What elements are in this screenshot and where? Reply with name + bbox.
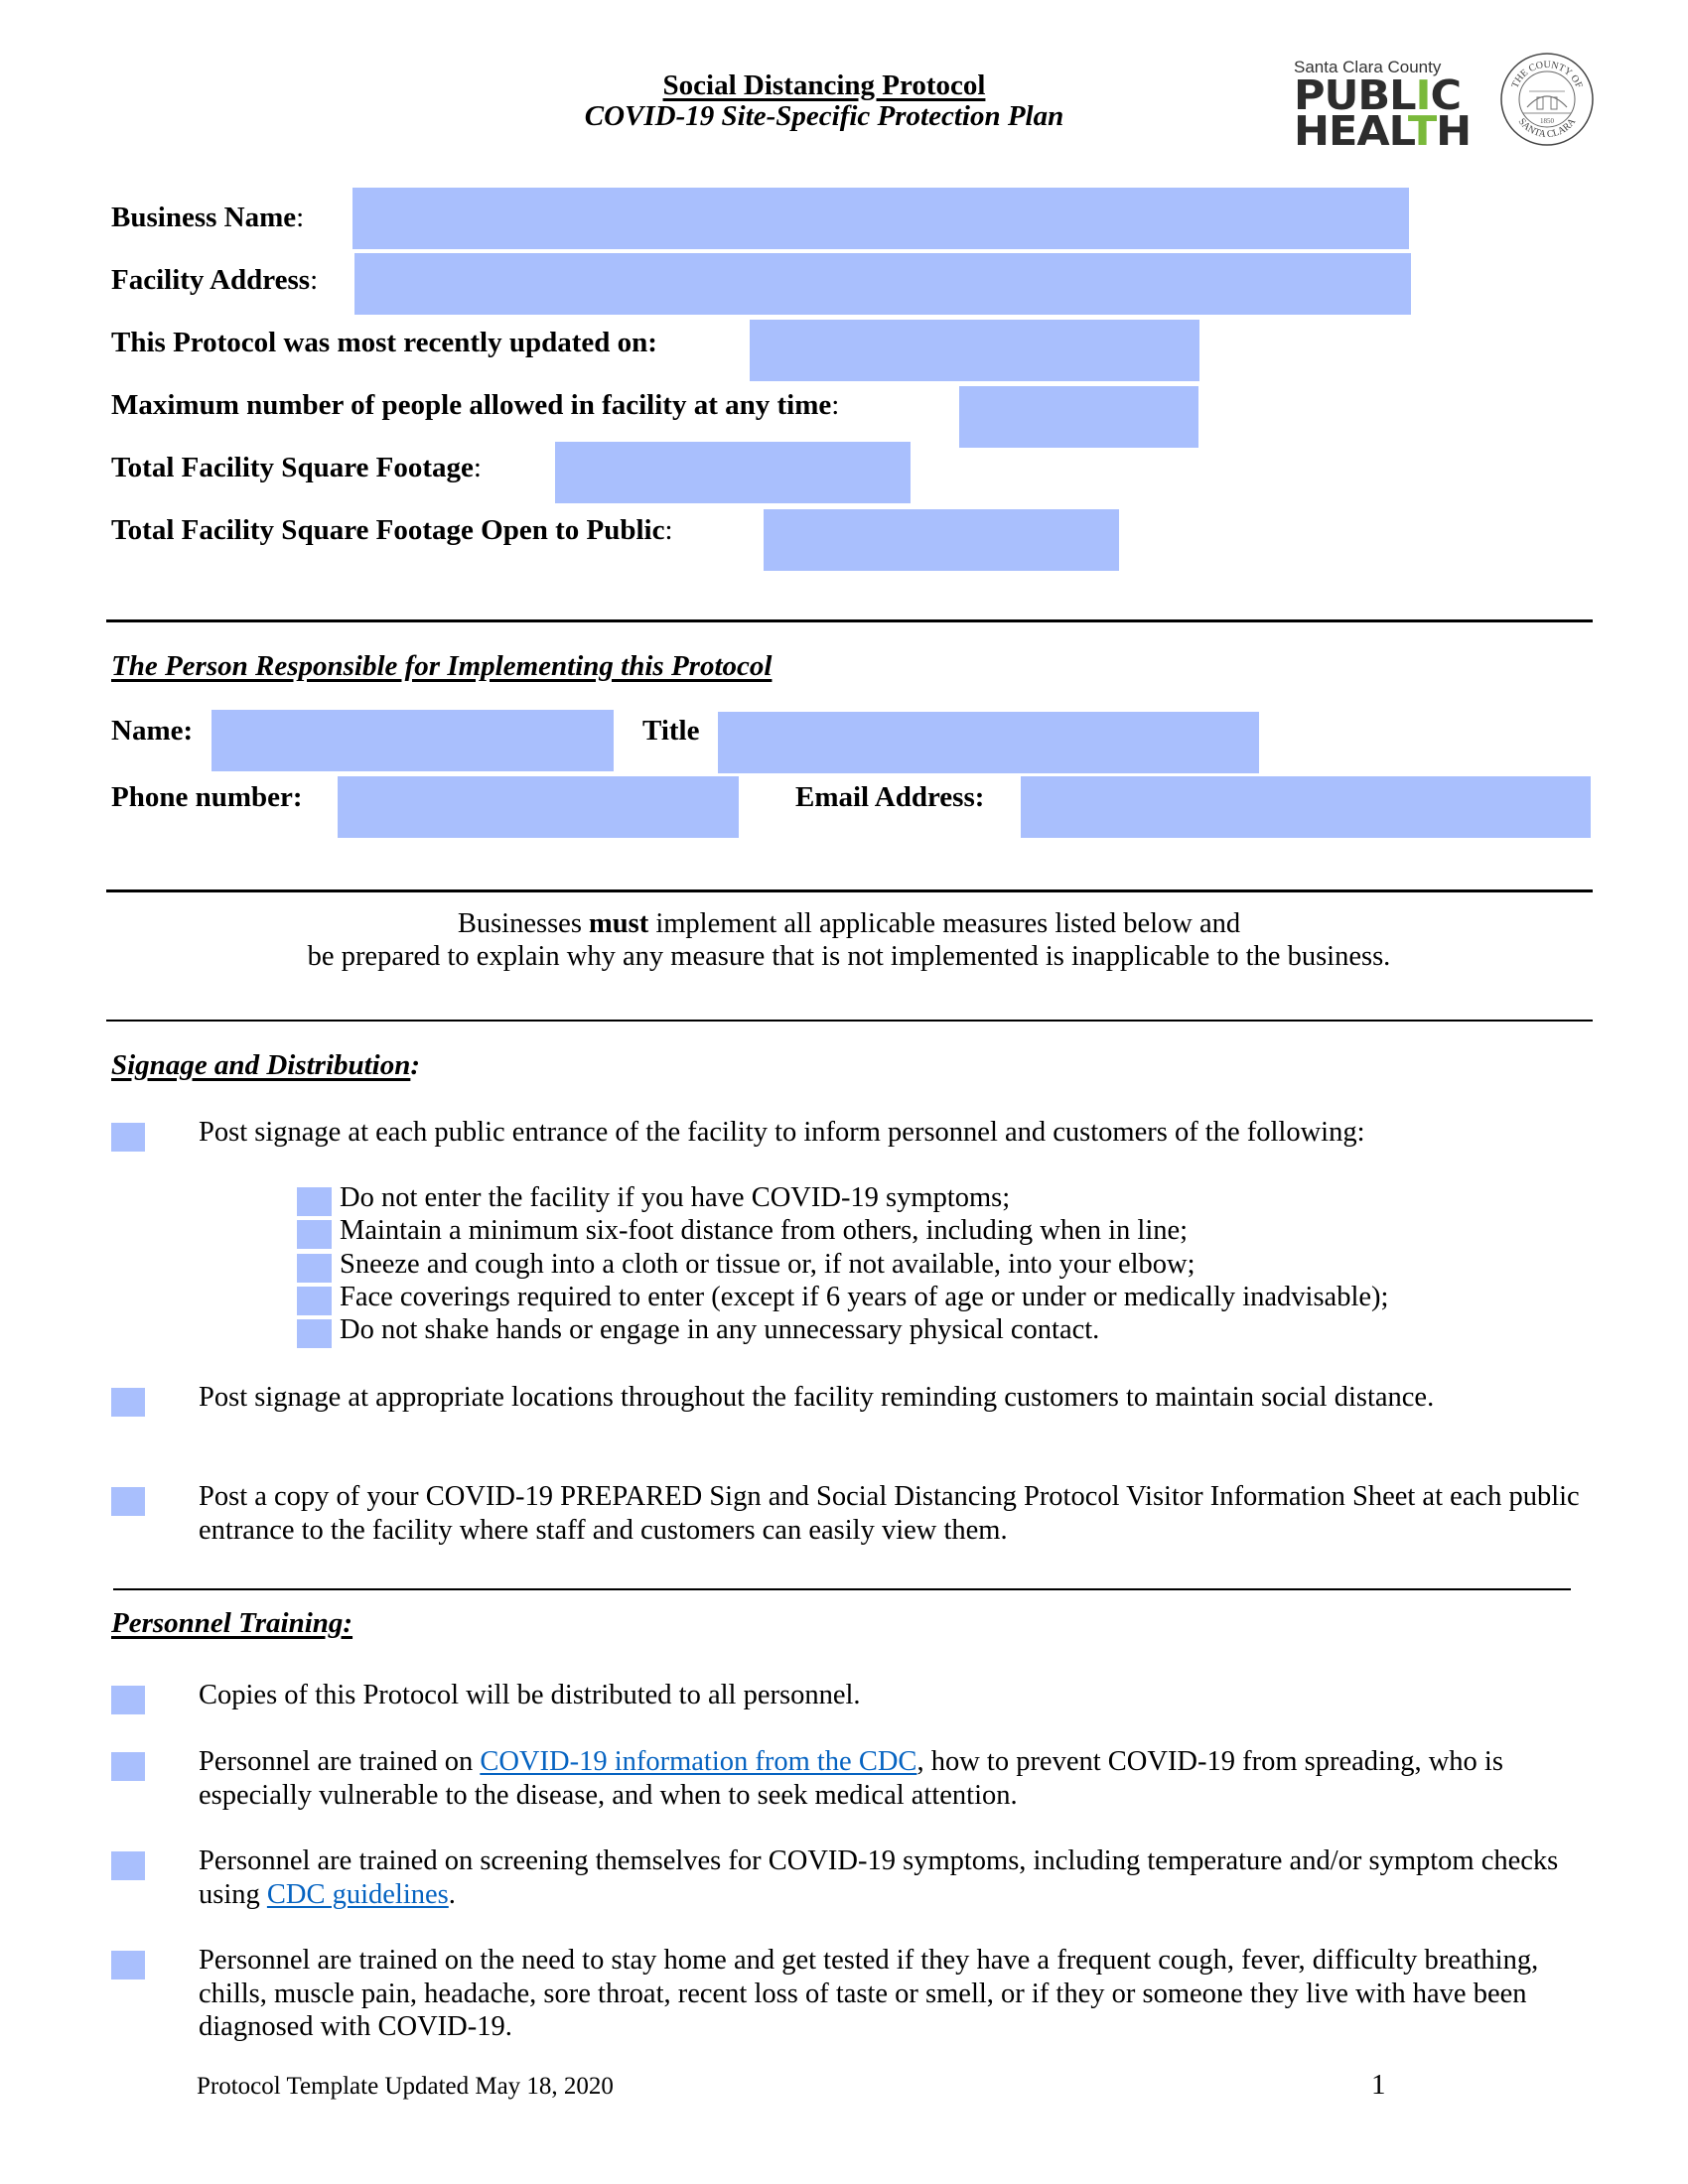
county-seal xyxy=(1499,52,1595,147)
sub-item-1: Do not enter the facility if you have COVID-19 symptoms; xyxy=(340,1182,1011,1213)
phone-label: Phone number: xyxy=(111,781,303,813)
phone-field[interactable] xyxy=(338,776,739,838)
updated-on-label: This Protocol was most recently updated on: xyxy=(111,327,657,358)
business-name-field[interactable] xyxy=(352,188,1409,249)
svg-text:SANTA CLARA: SANTA CLARA xyxy=(1515,116,1579,141)
total-sqft-field[interactable] xyxy=(555,442,911,503)
training-checkbox-4[interactable] xyxy=(111,1951,145,1979)
cdc-info-link[interactable]: COVID-19 information from the CDC xyxy=(480,1746,917,1777)
notice-line-1: Businesses must implement all applicable measures listed below and xyxy=(457,908,1241,939)
name-label: Name: xyxy=(111,715,194,747)
max-people-label: Maximum number of people allowed in facility at any time: xyxy=(111,389,840,421)
sub-item-checkbox-5[interactable] xyxy=(297,1319,332,1348)
public-sqft-label: Total Facility Square Footage Open to Public: xyxy=(111,514,673,546)
page-number: 1 xyxy=(1371,2069,1386,2101)
facility-address-label: Facility Address: xyxy=(111,264,319,296)
sub-item-checkbox-3[interactable] xyxy=(297,1254,332,1283)
public-health-logo xyxy=(1294,58,1472,155)
max-people-field[interactable] xyxy=(959,386,1198,448)
training-item-4: Personnel are trained on the need to stay home and get tested if they have a frequent cough, fever, difficulty breathing, chills, muscle pain, headache, sore throat, recent loss of taste or smell, or if they or someone they live with have been diagnosed with COVID-19. xyxy=(199,1945,1539,2042)
section-divider xyxy=(106,889,1593,892)
sub-item-checkbox-2[interactable] xyxy=(297,1220,332,1249)
signage-checkbox-1[interactable] xyxy=(111,1123,145,1152)
logo-line-health: HEALTH xyxy=(1294,107,1472,155)
updated-on-field[interactable] xyxy=(750,320,1199,381)
notice-line-2: be prepared to explain why any measure that is not implemented is inapplicable to the business. xyxy=(307,941,1391,972)
training-item-2: Personnel are trained on COVID-19 information from the CDC, how to prevent COVID-19 from spreading, who is especially vulnerable to the disease, and when to seek medical attention. xyxy=(199,1746,1503,1811)
section-divider xyxy=(106,1020,1593,1022)
name-field[interactable] xyxy=(211,710,614,771)
business-name-label: Business Name: xyxy=(111,202,305,233)
signage-heading: Signage and Distribution: xyxy=(111,1049,421,1081)
public-sqft-field[interactable] xyxy=(764,509,1119,571)
responsible-person-heading: The Person Responsible for Implementing this Protocol xyxy=(111,650,773,682)
facility-address-field[interactable] xyxy=(354,253,1411,315)
footer-template-date: Protocol Template Updated May 18, 2020 xyxy=(197,2073,614,2100)
signage-item-1: Post signage at each public entrance of the facility to inform personnel and customers of the following: xyxy=(199,1117,1365,1148)
document-title: Social Distancing Protocol xyxy=(662,69,986,101)
signage-item-3: Post a copy of your COVID-19 PREPARED Sign and Social Distancing Protocol Visitor Information Sheet at each public entrance to the facility where staff and customers can easily view them. xyxy=(199,1481,1580,1546)
cdc-guidelines-link[interactable]: CDC guidelines xyxy=(266,1878,449,1910)
sub-item-checkbox-4[interactable] xyxy=(297,1287,332,1315)
email-field[interactable] xyxy=(1021,776,1591,838)
training-checkbox-3[interactable] xyxy=(111,1851,145,1880)
training-item-1: Copies of this Protocol will be distributed to all personnel. xyxy=(199,1680,861,1710)
sub-item-5: Do not shake hands or engage in any unnecessary physical contact. xyxy=(340,1314,1100,1345)
requirement-notice xyxy=(0,907,1688,973)
training-item-3: Personnel are trained on screening themselves for COVID-19 symptoms, including temperature and/or symptom checks using CDC guidelines. xyxy=(199,1845,1559,1910)
sub-item-3: Sneeze and cough into a cloth or tissue or, if not available, into your elbow; xyxy=(340,1249,1196,1280)
training-checkbox-1[interactable] xyxy=(111,1686,145,1714)
sub-item-4: Face coverings required to enter (except if 6 years of age or under or medically inadvisable); xyxy=(340,1282,1389,1312)
section-divider xyxy=(113,1588,1571,1590)
logo-county-text: Santa Clara County xyxy=(1294,58,1442,76)
seal-icon xyxy=(1499,52,1595,147)
training-checkbox-2[interactable] xyxy=(111,1752,145,1781)
total-sqft-label: Total Facility Square Footage: xyxy=(111,452,482,483)
svg-text:THE COUNTY OF: THE COUNTY OF xyxy=(1509,59,1585,90)
document-subtitle: COVID-19 Site-Specific Protection Plan xyxy=(584,100,1064,132)
email-label: Email Address: xyxy=(795,781,985,813)
title-field[interactable] xyxy=(718,712,1259,773)
training-heading: Personnel Training: xyxy=(111,1607,353,1639)
title-label: Title xyxy=(642,715,700,747)
signage-checkbox-3[interactable] xyxy=(111,1487,145,1516)
sub-item-2: Maintain a minimum six-foot distance from others, including when in line; xyxy=(340,1215,1189,1246)
signage-item-2: Post signage at appropriate locations throughout the facility reminding customers to maintain social distance. xyxy=(199,1382,1435,1413)
signage-checkbox-2[interactable] xyxy=(111,1388,145,1417)
logo-line-public: PUBLIC xyxy=(1294,71,1462,119)
sub-item-checkbox-1[interactable] xyxy=(297,1187,332,1216)
svg-text:1850: 1850 xyxy=(1540,117,1554,125)
section-divider xyxy=(106,619,1593,622)
